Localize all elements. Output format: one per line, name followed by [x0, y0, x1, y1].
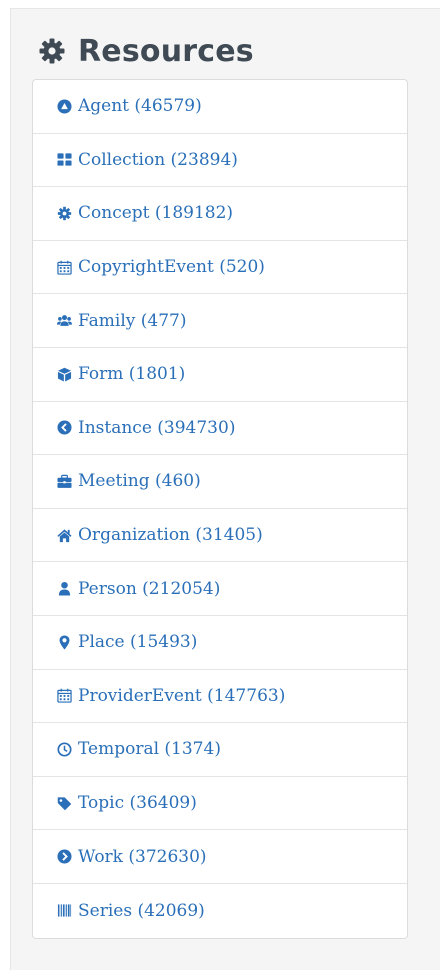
- resource-item-label: CopyrightEvent (520): [78, 257, 265, 278]
- resource-item-collection[interactable]: [33, 134, 407, 188]
- resource-item-label: Organization (31405): [78, 525, 263, 546]
- gear-icon: [38, 37, 66, 65]
- resource-item-label: Agent (46579): [78, 96, 202, 117]
- resource-item-label: Series (42069): [78, 900, 205, 921]
- resource-item-label: Form (1801): [78, 364, 186, 385]
- resource-item-label: Family (477): [78, 310, 187, 331]
- calendar-icon: [57, 260, 72, 275]
- resource-item-place[interactable]: [33, 616, 407, 670]
- resource-item-topic[interactable]: [33, 777, 407, 831]
- users-icon: [57, 313, 72, 328]
- resource-item-person[interactable]: [33, 562, 407, 616]
- resources-heading: [38, 29, 254, 73]
- resource-item-label: Place (15493): [78, 632, 198, 653]
- resource-item-label: Temporal (1374): [78, 739, 221, 760]
- calendar-icon: [57, 688, 72, 703]
- resource-list: [32, 79, 408, 939]
- resource-item-form[interactable]: [33, 348, 407, 402]
- briefcase-icon: [57, 474, 72, 489]
- chevron-left-circle-icon: [57, 420, 72, 435]
- clock-icon: [57, 742, 72, 757]
- resource-item-concept[interactable]: [33, 187, 407, 241]
- resource-item-providerevent[interactable]: [33, 670, 407, 724]
- chevron-right-circle-icon: [57, 849, 72, 864]
- resource-item-label: Topic (36409): [78, 793, 197, 814]
- resource-item-label: Concept (189182): [78, 203, 234, 224]
- gear-icon: [57, 206, 72, 221]
- resource-item-temporal[interactable]: [33, 723, 407, 777]
- resource-item-label: ProviderEvent (147763): [78, 685, 286, 706]
- resource-item-family[interactable]: [33, 294, 407, 348]
- resource-item-instance[interactable]: [33, 402, 407, 456]
- resource-item-meeting[interactable]: [33, 455, 407, 509]
- agent-triangle-icon: [57, 99, 72, 114]
- resource-item-organization[interactable]: [33, 509, 407, 563]
- resource-item-copyrightevent[interactable]: [33, 241, 407, 295]
- tag-icon: [57, 796, 72, 811]
- resources-panel: [10, 8, 440, 970]
- resource-item-work[interactable]: [33, 830, 407, 884]
- resource-item-label: Instance (394730): [78, 417, 236, 438]
- page-title: Resources: [78, 33, 254, 69]
- resource-item-label: Collection (23894): [78, 149, 238, 170]
- resource-item-agent[interactable]: [33, 80, 407, 134]
- person-icon: [57, 581, 72, 596]
- resource-item-label: Meeting (460): [78, 471, 201, 492]
- resource-item-series[interactable]: [33, 884, 407, 938]
- cube-icon: [57, 367, 72, 382]
- resource-item-label: Person (212054): [78, 578, 221, 599]
- barcode-icon: [57, 903, 72, 918]
- map-marker-icon: [57, 635, 72, 650]
- resource-item-label: Work (372630): [78, 846, 207, 867]
- home-icon: [57, 528, 72, 543]
- grid-icon: [57, 152, 72, 167]
